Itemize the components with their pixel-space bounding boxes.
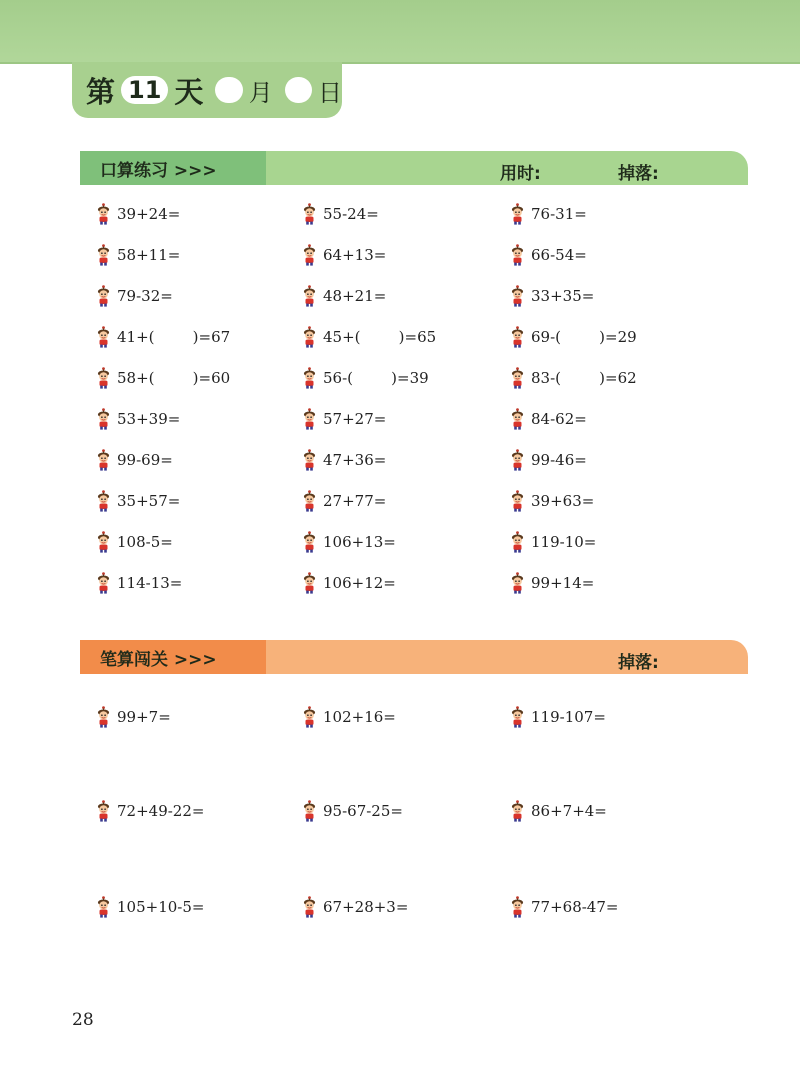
math-problem <box>302 408 386 430</box>
kid-mascot-icon <box>96 244 111 266</box>
math-problem <box>302 800 403 822</box>
kid-mascot-icon <box>510 326 525 348</box>
math-problem <box>96 203 180 225</box>
month-label: 月 <box>248 78 273 107</box>
kid-mascot-icon <box>302 800 317 822</box>
kid-mascot-icon <box>302 531 317 553</box>
kid-mascot-icon <box>96 531 111 553</box>
math-problem <box>96 490 180 512</box>
problem-text: 48+21= <box>323 287 387 305</box>
kid-mascot-icon <box>96 490 111 512</box>
problem-text: 58+11= <box>117 246 181 264</box>
kid-mascot-icon <box>510 706 525 728</box>
problem-text: 67+28+3= <box>323 898 409 916</box>
math-problem <box>96 449 173 471</box>
problem-text: 119-107= <box>531 708 606 726</box>
date-blank[interactable] <box>285 77 312 103</box>
top-decorative-band <box>0 0 800 64</box>
kid-mascot-icon <box>302 203 317 225</box>
kid-mascot-icon <box>510 244 525 266</box>
problem-text: 114-13= <box>117 574 183 592</box>
math-problem <box>96 531 173 553</box>
month-blank[interactable] <box>215 77 242 103</box>
day-number: 11 <box>121 76 168 104</box>
math-problem <box>510 531 596 553</box>
kid-mascot-icon <box>302 285 317 307</box>
math-problem <box>510 572 594 594</box>
kid-mascot-icon <box>302 244 317 266</box>
math-problem <box>302 244 386 266</box>
kid-mascot-icon <box>302 896 317 918</box>
kid-mascot-icon <box>96 408 111 430</box>
time-used-label: 用时: <box>500 164 541 184</box>
math-problem <box>96 572 182 594</box>
kid-mascot-icon <box>510 531 525 553</box>
problem-text: 33+35= <box>531 287 595 305</box>
problem-text: 39+24= <box>117 205 181 223</box>
math-problem <box>510 408 587 430</box>
problem-text: 57+27= <box>323 410 387 428</box>
problem-text: 58+( )=60 <box>117 369 231 387</box>
problem-text: 55-24= <box>323 205 379 223</box>
date-label: 日 <box>318 78 342 107</box>
problem-text: 102+16= <box>323 708 396 726</box>
problem-text: 64+13= <box>323 246 387 264</box>
math-problem <box>302 449 386 471</box>
math-problem <box>510 203 587 225</box>
problem-text: 27+77= <box>323 492 387 510</box>
problem-text: 47+36= <box>323 451 387 469</box>
math-problem <box>302 896 408 918</box>
kid-mascot-icon <box>510 896 525 918</box>
math-problem <box>96 326 230 348</box>
kid-mascot-icon <box>96 326 111 348</box>
written-missed-label: 掉落: <box>618 653 659 673</box>
kid-mascot-icon <box>510 800 525 822</box>
problem-text: 108-5= <box>117 533 173 551</box>
math-problem <box>510 285 594 307</box>
kid-mascot-icon <box>510 449 525 471</box>
problem-text: 77+68-47= <box>531 898 619 916</box>
problem-text: 35+57= <box>117 492 181 510</box>
math-problem <box>510 326 637 348</box>
kid-mascot-icon <box>302 326 317 348</box>
math-problem <box>302 572 396 594</box>
kid-mascot-icon <box>96 572 111 594</box>
problem-text: 95-67-25= <box>323 802 403 820</box>
math-problem <box>302 531 396 553</box>
math-problem <box>510 244 587 266</box>
math-problem <box>510 490 594 512</box>
day-suffix: 天 <box>174 74 204 109</box>
problem-text: 56-( )=39 <box>323 369 429 387</box>
problem-text: 83-( )=62 <box>531 369 637 387</box>
kid-mascot-icon <box>302 367 317 389</box>
math-problem <box>510 367 637 389</box>
problem-text: 72+49-22= <box>117 802 205 820</box>
math-problem <box>302 285 386 307</box>
problem-text: 45+( )=65 <box>323 328 437 346</box>
math-problem <box>96 367 230 389</box>
math-problem <box>302 326 436 348</box>
problem-text: 99-69= <box>117 451 173 469</box>
problem-text: 86+7+4= <box>531 802 607 820</box>
problem-text: 76-31= <box>531 205 587 223</box>
problem-text: 105+10-5= <box>117 898 205 916</box>
kid-mascot-icon <box>302 408 317 430</box>
math-problem <box>96 800 204 822</box>
kid-mascot-icon <box>510 490 525 512</box>
kid-mascot-icon <box>96 706 111 728</box>
problem-text: 69-( )=29 <box>531 328 637 346</box>
kid-mascot-icon <box>302 449 317 471</box>
math-problem <box>510 896 618 918</box>
oral-section-title: 口算练习 >>> <box>80 151 266 185</box>
page-number: 28 <box>72 1010 94 1030</box>
kid-mascot-icon <box>96 367 111 389</box>
kid-mascot-icon <box>510 572 525 594</box>
problem-text: 119-10= <box>531 533 597 551</box>
math-problem <box>96 706 171 728</box>
problem-text: 99+7= <box>117 708 171 726</box>
problem-text: 99-46= <box>531 451 587 469</box>
kid-mascot-icon <box>302 706 317 728</box>
written-section-title: 笔算闯关 >>> <box>80 640 266 674</box>
problem-text: 66-54= <box>531 246 587 264</box>
kid-mascot-icon <box>302 490 317 512</box>
oral-missed-label: 掉落: <box>618 164 659 184</box>
math-problem <box>302 706 396 728</box>
math-problem <box>96 896 204 918</box>
kid-mascot-icon <box>96 203 111 225</box>
kid-mascot-icon <box>510 408 525 430</box>
problem-text: 106+13= <box>323 533 396 551</box>
math-problem <box>96 244 180 266</box>
math-problem <box>302 367 429 389</box>
problem-text: 84-62= <box>531 410 587 428</box>
kid-mascot-icon <box>96 896 111 918</box>
problem-text: 99+14= <box>531 574 595 592</box>
math-problem <box>302 490 386 512</box>
math-problem <box>96 285 173 307</box>
kid-mascot-icon <box>510 367 525 389</box>
kid-mascot-icon <box>302 572 317 594</box>
kid-mascot-icon <box>96 800 111 822</box>
kid-mascot-icon <box>510 285 525 307</box>
math-problem <box>302 203 379 225</box>
kid-mascot-icon <box>96 449 111 471</box>
kid-mascot-icon <box>96 285 111 307</box>
math-problem <box>510 800 607 822</box>
math-problem <box>96 408 180 430</box>
written-section-bar <box>80 640 748 674</box>
math-problem <box>510 449 587 471</box>
problem-text: 39+63= <box>531 492 595 510</box>
day-prefix: 第 <box>86 74 116 109</box>
oral-section-bar <box>80 151 748 185</box>
problem-text: 106+12= <box>323 574 396 592</box>
problem-text: 41+( )=67 <box>117 328 231 346</box>
problem-text: 53+39= <box>117 410 181 428</box>
day-header <box>72 62 342 118</box>
math-problem <box>510 706 606 728</box>
kid-mascot-icon <box>510 203 525 225</box>
problem-text: 79-32= <box>117 287 173 305</box>
